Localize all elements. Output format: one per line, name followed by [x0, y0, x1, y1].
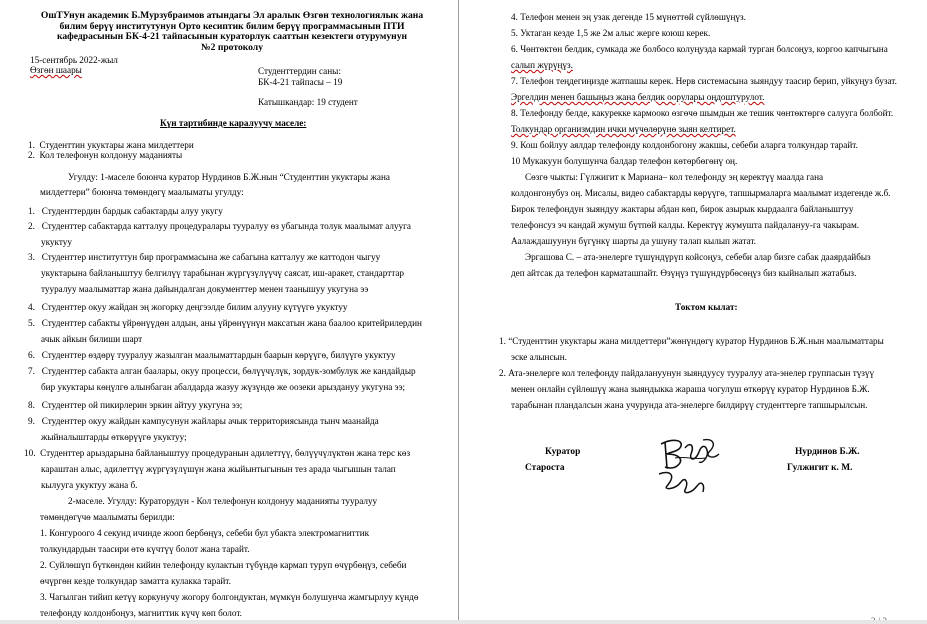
- speaker-2-line-1: Эргашова С. – ата-энелерге түшүндүрүп койсоңуз, себеби алар бизге сабак дааярдайбыз: [525, 252, 871, 262]
- speaker-2-line-2: деп айтсак да телефон карматашпайт. Өзүңүз түшүндүрбөсөңүз биз кыйналып жатабыз.: [511, 268, 857, 278]
- right-item-8: 8. Студенттер ой пикирлерин эркин айтуу укугуна ээ;: [28, 400, 243, 410]
- speaker-1-line-3: Бирок телефондун зыяндуу жактары абдан көп, бирок азырык кырдаалга байланыштуу: [511, 204, 854, 214]
- right-item-5: 5. Студенттер сабакты үйрөнүүдөн алдын, аны үйрөнүүнүн максатын жана баалоо критейрилердин: [28, 318, 422, 328]
- agenda-title: Күн тартибинде каралуучу маселе:: [160, 118, 307, 128]
- phone-rule-10: 10 Мукакуун болушунча балдар телефон көтөрбөгөнү оң.: [511, 156, 738, 166]
- right-item-7-cont: бир укуктары көңүлгө алынбаган абалдарда жазуу жүзүндө же оозеки арыздануу укугуна ээ;: [41, 382, 406, 392]
- protocol-header: [32, 11, 432, 53]
- phone-rule-4: 4. Телефон менен эң узак дегенде 15 мүнөттөй сүйлөшүңүз.: [511, 12, 746, 22]
- right-item-3-cont-a: укуктарына байланыштуу белгилүү тарабынан жүргүзүлүүчү саясат, иш-аракет, стандарттар: [41, 268, 405, 278]
- right-item-3: 3. Студенттер институттун бир программасына же сабагына катталуу же каттодон чыгуу: [28, 252, 381, 262]
- right-item-10: 10. Студенттер арыздарына байланыштуу процедуранын адилеттүү, бөлүүчүлүктөн жана терс көз: [24, 448, 411, 458]
- right-item-10-cont-b: кылууга укуктуу жана б.: [41, 480, 138, 490]
- header-line-2: билим берүү институтунун Орто кесиптик билим берүү программасынын ПТИ: [59, 20, 405, 32]
- speaker-1-line-2: колдонгонубуз оң. Мисалы, видео сабактарды көрүүгө, тапшырмаларга маалымат издегенде ж.б.: [511, 188, 891, 198]
- phone-rule-3: 3. Чагылган тийип кетүү коркунучу жогору болгондуктан, мүмкүн болушунча жамгырлуу күндө: [40, 592, 419, 602]
- protocol-date: 15-сентябрь 2022-жыл: [30, 55, 118, 65]
- decision-2: 2. Ата-энелерге кол телефонду пайдалануунун зыяндуусу тууралуу ата-энелер группасын түзүү: [499, 368, 875, 378]
- agenda-item-2: 2. Кол телефонун колдонуу маданияты: [28, 150, 183, 160]
- phone-rule-2: 2. Суйлөшүп бүткөндөн кийин телефонду кулактын түбүндө кармап туруп өчүрбөңүз, себеби: [40, 560, 407, 570]
- protocol-city: Өзгөн шаары: [30, 65, 82, 75]
- phone-rule-1: 1. Конгуроого 4 секунд ичинде жооп бербөңүз, себеби бул убакта электромагниттик: [40, 528, 370, 538]
- speaker-1-line-5: Аалаждашуунун бүгүнкү шарты да ушуну талап кылып жатат.: [511, 236, 756, 246]
- decision-1: 1. “Студенттин укуктары жана милдеттери”жөнүндөгү куратор Нурдинов Б.Ж.нын маалыматтары: [499, 336, 884, 346]
- heard-2-line-a: 2-маселе. Угулду: Кураторудун - Кол телефонун колдонуу маданияты тууралуу: [68, 496, 378, 506]
- students-count-label: Студенттердин саны:: [258, 66, 341, 76]
- heard-1-line-a: Угулду: 1-маселе боюнча куратор Нурдинов Б.Ж.нын “Студенттин укуктары жана: [68, 172, 390, 182]
- phone-rule-7-cont: Эргелдин менен башыңыз жана белдик оорулары оңдоштурулот.: [511, 92, 765, 102]
- right-item-7: 7. Студенттер сабакта алган баалары, окуу процесси, бөлүүчүлүк, зордук-зомбулук же кандайдыр: [28, 366, 416, 376]
- phone-rule-5: 5. Уктаган кезде 1,5 же 2м алыс жерге коюш керек.: [511, 28, 711, 38]
- speaker-1-line-1: Сөзгө чыкты: Гүлжигит к Мариана– кол телефонду эң керектүү маалда гана: [525, 172, 824, 182]
- right-item-1: 1. Студенттердин бардык сабактарды алуу укугу: [28, 206, 223, 216]
- phone-rule-6-cont: салып жүрүңүз.: [511, 60, 573, 70]
- phone-rule-1-cont: толкундардын таасири өтө күчтүү болот жана тарайт.: [40, 544, 250, 554]
- right-item-3-cont-b: тууралуу маалыматтар жана дайындалган документтер менен таанышуу укугуна ээ: [41, 284, 369, 294]
- speaker-1-line-4: телефонсуз эч кандай жумуш бүтпөй калды. Керектүү жумушта пайдалануу-га чакырам.: [511, 220, 860, 230]
- handwritten-signatures: [655, 434, 725, 500]
- right-item-9-cont: жыйналыштарды өткөрүүгө укуктуу;: [41, 432, 187, 442]
- header-line-4: №2 протоколу: [200, 41, 263, 53]
- right-item-9: 9. Студенттер окуу жайдын кампусунун жайлары ачык территориясында тынч маанайда: [28, 416, 379, 426]
- heard-1-line-b: милдеттери” боюнча төмөндөгү маалыматы угулду:: [40, 187, 244, 197]
- window-bottom-edge: [0, 620, 927, 624]
- heard-2-line-b: төмөндөгүчө маалыматы берилди:: [40, 512, 175, 522]
- agenda-item-1: 1. Студенттин укуктары жана милдеттери: [28, 140, 194, 150]
- starosta-label: Староста: [525, 463, 565, 473]
- decision-2-cont-a: менен онлайн сүйлөшүү жана зыяндыкка жараша чогулуш өткөрүү куратор Нурдинов Б.Ж.: [511, 384, 870, 394]
- right-item-4: 4. Студенттер окуу жайдан эң жогорку деңгээлде билим алууну күтүүгө укуктуу: [28, 302, 348, 312]
- decision-title: Токтом кылат:: [675, 302, 738, 312]
- phone-rule-7: 7. Телефон теңдегиңизде жатпашы керек. Нерв системасына зыяндуу таасир берип, уйкуңуз бузат.: [511, 76, 897, 86]
- phone-rule-6: 6. Чөнтөктөн белдик, сумкада же болбосо колуңузда кармай турган болсоңуз, коргоо капчыгына: [511, 44, 888, 54]
- phone-rule-3-cont: телефонду колдонбоңуз, магниттик күчү көп болот.: [40, 608, 242, 618]
- right-item-6: 6. Студенттер өздөрү тууралуу жазылган маалыматтардын баарын көрүүгө, билүүгө укуктуу: [28, 350, 396, 360]
- attendance: Катышкандар: 19 студент: [258, 97, 358, 107]
- header-line-3: кафедрасынын БК-4-21 тайпасынын кураторлук сааттын кезектеги отурумунун: [56, 31, 408, 43]
- phone-rule-8-cont: Толкундар организмдин ички мүчөлөрүнө зыян келтирет.: [511, 124, 736, 134]
- decision-1-cont: эске алынсын.: [511, 352, 567, 362]
- right-item-5-cont: ачык айкын билиши шарт: [41, 334, 143, 344]
- phone-rule-2-cont: өчүргөн кезде толкундар заматта кулакка тарайт.: [40, 576, 231, 586]
- curator-name: Нурдинов Б.Ж.: [795, 447, 860, 457]
- document-page-left: [0, 0, 459, 624]
- phone-rule-9: 9. Кош бойлуу аялдар телефонду колдонбогону жакшы, себеби аларга толкундар тарайт.: [511, 140, 858, 150]
- header-line-1: ОшТУнун академик Б.Мурзубраимов атындагы Эл аралык Өзгөн технологиялык жана: [40, 10, 424, 21]
- right-item-10-cont-a: караштан алыс, адилеттүү жүргүзүлүшүн жана жыйынтыгынын тез арада чыгышын талап: [41, 464, 396, 474]
- curator-label: Куратор: [545, 447, 581, 457]
- right-item-2-cont: укуктуу: [41, 237, 72, 247]
- students-group: БК-4-21 тайпасы – 19: [258, 77, 343, 87]
- decision-2-cont-b: тарабынан пландалсын жана учурунда ата-энелерге билдирүү студенттерге тапшырылсын.: [511, 400, 868, 410]
- starosta-name: Гулжигит к. М.: [787, 463, 853, 473]
- right-item-2: 2. Студенттер сабактарда катталуу процедуралары тууралуу өз убагында толук маалымат алууга: [28, 221, 411, 231]
- document-page-right: [459, 0, 927, 624]
- phone-rule-8: 8. Телефонду белде, какурекке кармооко өзгөчө шымдын же тешик чөнтөктөргө салууга болбойт.: [511, 108, 894, 118]
